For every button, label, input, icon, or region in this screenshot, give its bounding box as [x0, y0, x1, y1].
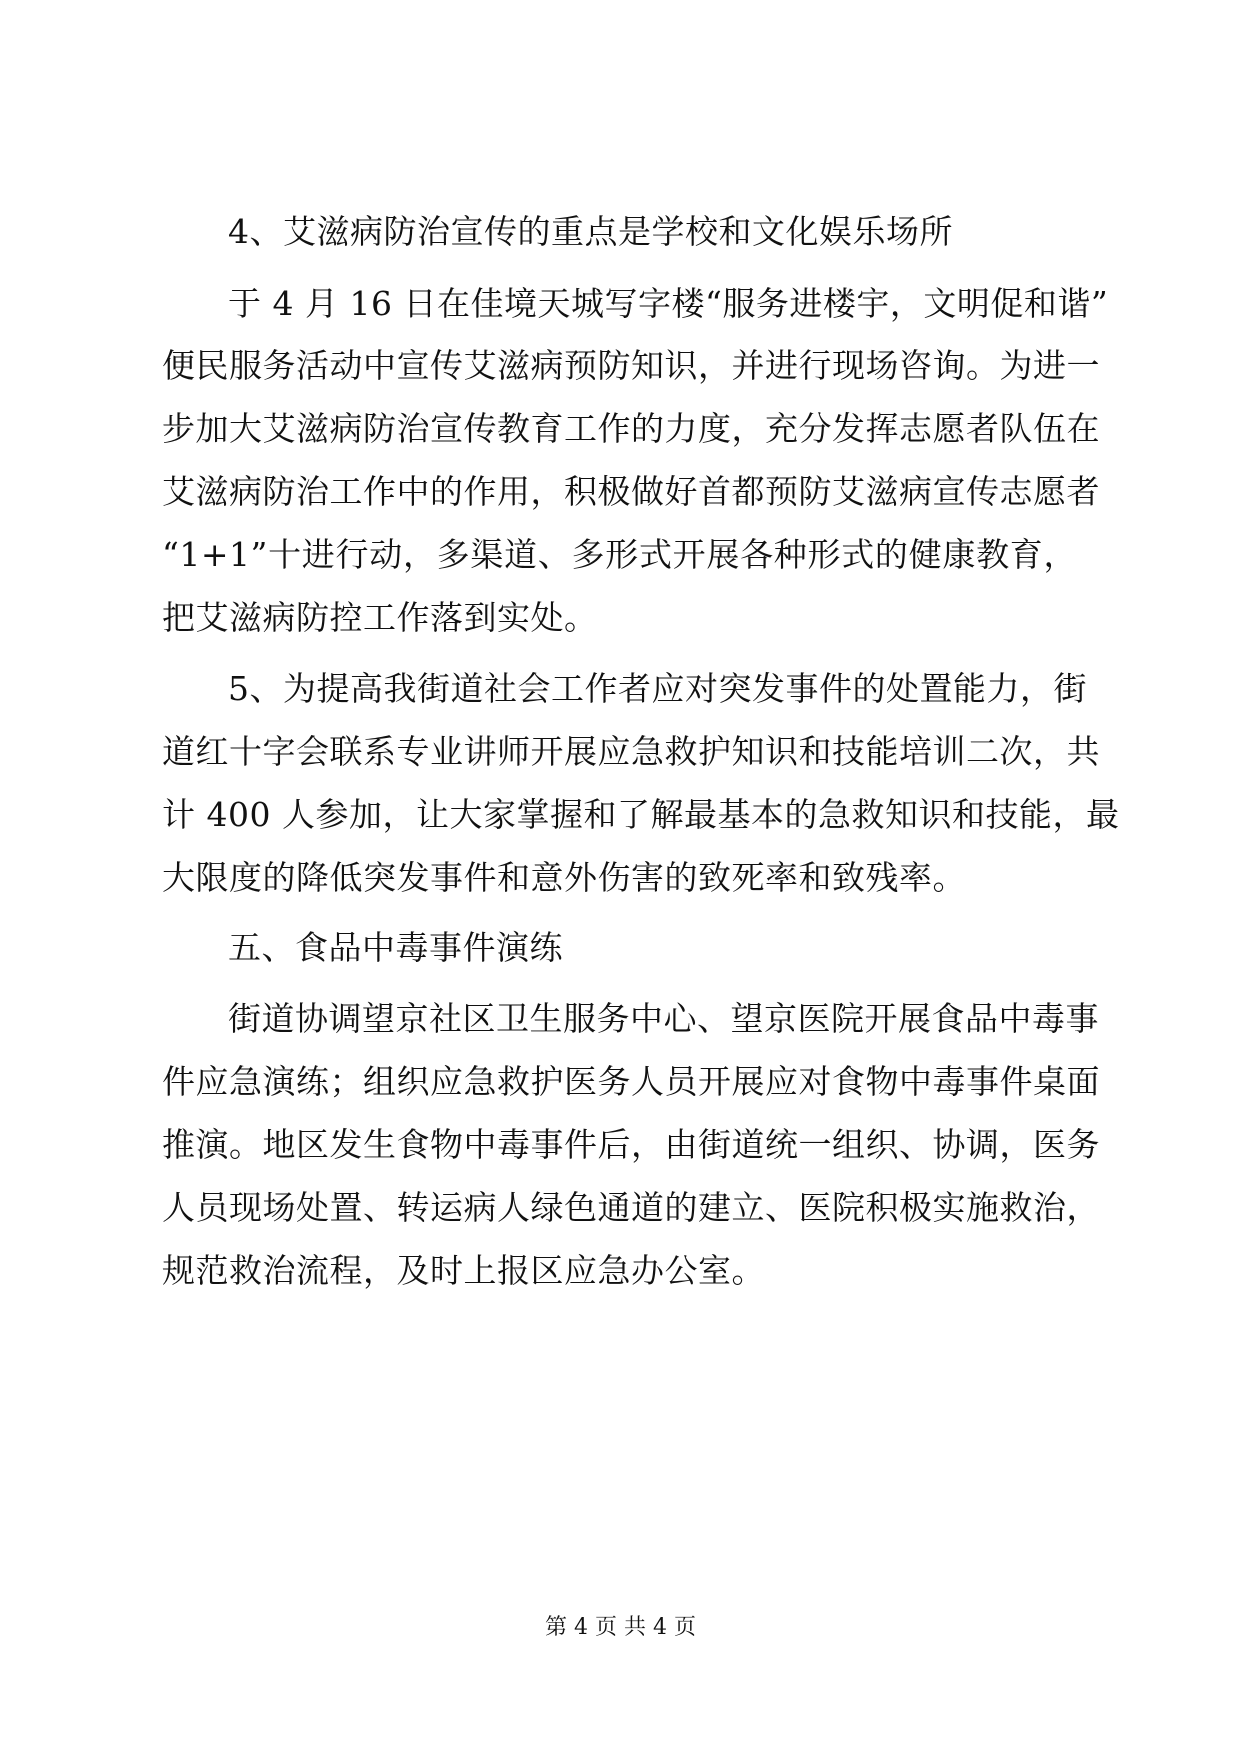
paragraph-line: 规范救治流程，及时上报区应急办公室。	[162, 1251, 765, 1290]
paragraph-line: 街道协调望京社区卫生服务中心、望京医院开展食品中毒事	[228, 999, 1099, 1038]
paragraph-line: 5、为提高我街道社会工作者应对突发事件的处置能力，街	[228, 669, 1087, 708]
section-heading-five: 五、食品中毒事件演练	[228, 928, 563, 967]
paragraph-line: 件应急演练；组织应急救护医务人员开展应对食物中毒事件桌面	[162, 1062, 1100, 1101]
paragraph-line: “1+1”十进行动，多渠道、多形式开展各种形式的健康教育，	[162, 535, 1077, 574]
paragraph-line: 大限度的降低突发事件和意外伤害的致死率和致残率。	[162, 858, 966, 897]
paragraph-line: 人员现场处置、转运病人绿色通道的建立、医院积极实施救治，	[162, 1188, 1100, 1227]
paragraph-line: 步加大艾滋病防治宣传教育工作的力度，充分发挥志愿者队伍在	[162, 409, 1100, 448]
paragraph-line: 推演。地区发生食物中毒事件后，由街道统一组织、协调，医务	[162, 1125, 1100, 1164]
paragraph-line: 于 4 月 16 日在佳境天城写字楼“服务进楼宇，文明促和谐”	[228, 284, 1109, 323]
paragraph-line: 便民服务活动中宣传艾滋病预防知识，并进行现场咨询。为进一	[162, 346, 1100, 385]
section-heading-4: 4、艾滋病防治宣传的重点是学校和文化娱乐场所	[228, 212, 953, 251]
paragraph-line: 道红十字会联系专业讲师开展应急救护知识和技能培训二次，共	[162, 732, 1100, 771]
paragraph-line: 艾滋病防治工作中的作用，积极做好首都预防艾滋病宣传志愿者	[162, 472, 1100, 511]
paragraph-line: 计 400 人参加，让大家掌握和了解最基本的急救知识和技能，最	[162, 795, 1120, 834]
paragraph-line: 把艾滋病防控工作落到实处。	[162, 598, 598, 637]
page-number-footer: 第 4 页 共 4 页	[545, 1615, 696, 1640]
